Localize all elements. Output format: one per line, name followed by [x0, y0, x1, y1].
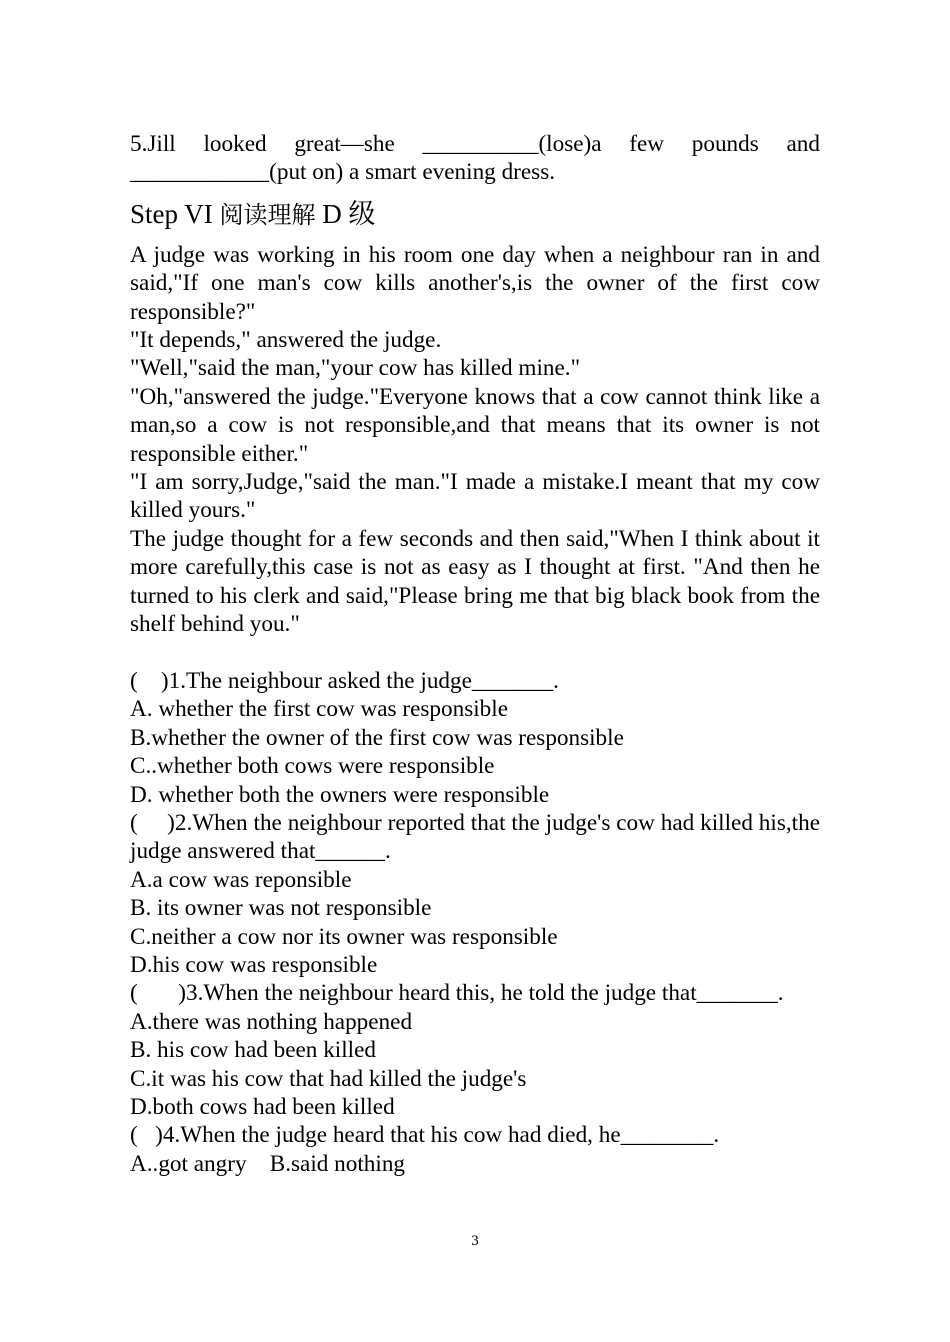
passage-paragraph: "Well,"said the man,"your cow has killed mine."	[130, 355, 581, 382]
passage-paragraph: "I am sorry,Judge,"said the man."I made a mistake.I meant that my cow killed yours."	[130, 469, 820, 524]
question-option: C.neither a cow nor its owner was responsible	[130, 923, 558, 950]
question-stem: ( )3.When the neighbour heard this, he told the judge that_______.	[130, 980, 784, 1007]
fill-in-question-5-line-1: 5.Jill looked great—she __________(lose)a few pounds and	[130, 131, 820, 157]
question-option: A. whether the first cow was responsible	[130, 696, 508, 723]
question-option: B. its owner was not responsible	[130, 895, 432, 922]
question-option: D.his cow was responsible	[130, 951, 378, 978]
question-option: A.there was nothing happened	[130, 1008, 413, 1035]
section-heading-level: D 级	[315, 198, 376, 229]
fill-in-question-5-line-2: ____________(put on) a smart evening dress.	[130, 159, 556, 186]
section-heading-step: Step VI	[130, 198, 220, 229]
question-option: C.it was his cow that had killed the judge's	[130, 1065, 527, 1092]
spacer	[130, 639, 820, 667]
passage-paragraph: The judge thought for a few seconds and then said,"When I think about it more carefully,this case is not as easy as I thought at first. "And then he turned to his clerk and said,"Please bring me that big black book from the shelf behind you."	[130, 525, 820, 638]
page-number: 3	[471, 1233, 479, 1249]
section-heading	[130, 197, 820, 232]
section-heading-title: 阅读理解	[219, 200, 316, 229]
passage-paragraph: "It depends," answered the judge.	[130, 327, 442, 354]
question-stem: ( )4.When the judge heard that his cow had died, he________.	[130, 1122, 720, 1149]
question-stem: ( )1.The neighbour asked the judge_______.	[130, 667, 559, 694]
question-stem: ( )2.When the neighbour reported that the judge's cow had killed his,the judge answered that______.	[130, 809, 826, 865]
passage-paragraph: A judge was working in his room one day when a neighbour ran in and said,"If one man's cow kills another's,is the owner of the first cow responsible?"	[130, 241, 820, 325]
question-option: C..whether both cows were responsible	[130, 753, 495, 780]
question-option: D. whether both the owners were responsible	[130, 781, 550, 808]
passage-paragraph: "Oh,"answered the judge."Everyone knows that a cow cannot think like a man,so a cow is not responsible,and that means that its owner is not responsible either."	[130, 383, 820, 467]
question-option: B.whether the owner of the first cow was responsible	[130, 724, 624, 751]
question-option: B. his cow had been killed	[130, 1037, 376, 1064]
question-option: A.a cow was reponsible	[130, 866, 352, 893]
question-option: D.both cows had been killed	[130, 1093, 395, 1120]
question-option: A..got angry B.said nothing	[130, 1150, 406, 1177]
document-page	[130, 130, 826, 1178]
